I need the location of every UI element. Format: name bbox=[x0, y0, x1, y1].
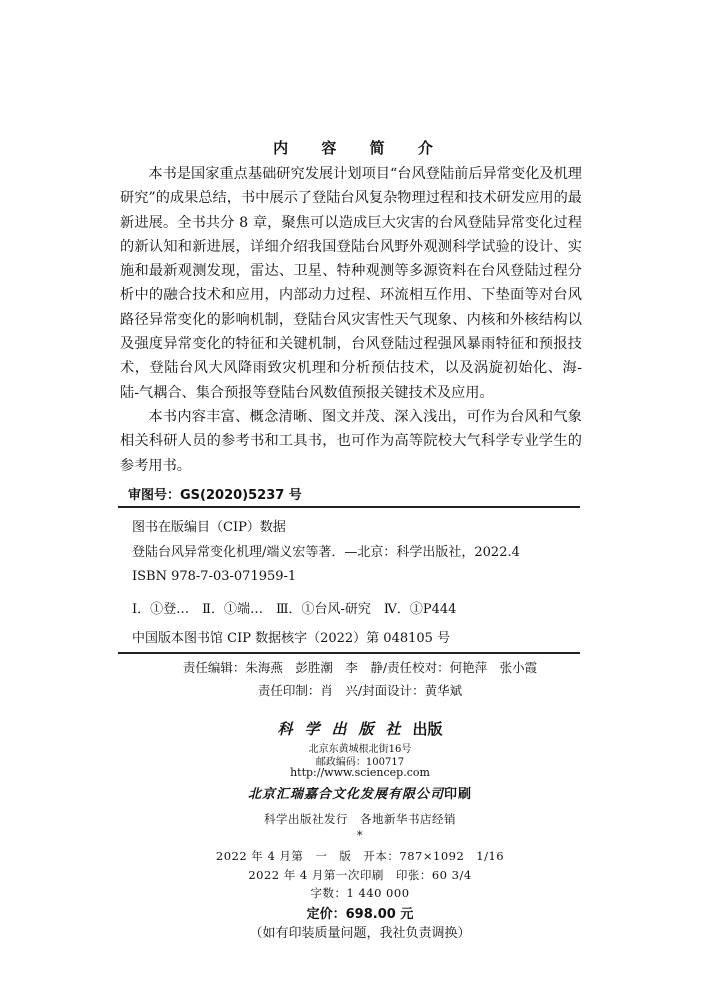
publisher-website: http://www.sciencep.com bbox=[290, 766, 430, 779]
quality-note: （如有印装质量问题，我社负责调换） bbox=[249, 926, 471, 941]
edition-line-1: 2022 年 4 月第 一 版 开本：787×1092 1/16 bbox=[215, 849, 505, 863]
price: 定价：698.00 元 bbox=[306, 907, 414, 922]
page-title: 内 容 简 介 bbox=[273, 139, 447, 157]
word-count: 字数：1 440 000 bbox=[310, 886, 410, 900]
summary-section bbox=[120, 162, 582, 478]
divider-top bbox=[118, 506, 580, 508]
cip-verification: 中国版本图书馆 CIP 数据核字（2022）第 048105 号 bbox=[132, 631, 451, 646]
cip-citation: 登陆台风异常变化机理/端义宏等著．—北京：科学出版社，2022.4 bbox=[132, 545, 520, 560]
publisher-postcode: 邮政编码：100717 bbox=[315, 757, 405, 768]
map-approval-number: 审图号：GS(2020)5237 号 bbox=[128, 488, 302, 503]
printer-suffix: 印刷 bbox=[444, 787, 473, 802]
distribution: 科学出版社发行 各地新华书店经销 bbox=[264, 812, 456, 826]
summary-paragraph-1: 本书是国家重点基础研究发展计划项目“台风登陆前后异常变化及机理研究”的成果总结，书中展示了登陆台风复杂物理过程和技术研发应用的最新进展。全书共分 8 章，聚焦可以造成巨大灾害的台风登陆异常变化过程的新认知和新进展，详细介绍我国登陆台风野外观测科学试验的设计、实施和最新观测发现，雷达、卫星、特种观测等多源资料在台风登陆过程分析中的融合技术和应用，内部动力过程、环流相互作用、下垫面等对台风路径异常变化的影响机制，登陆台风灾害性天气现象、内核和外核结构以及强度异常变化的特征和关键机制，台风登陆过程强风暴雨特征和预报技术，登陆台风大风降雨致灾机理和分析预估技术，以及涡旋初始化、海-陆-气耦合、集合预报等登陆台风数值预报关键技术及应用。 bbox=[120, 166, 582, 401]
separator-star: * bbox=[356, 828, 364, 842]
credits-production: 责任印制：肖 兴/封面设计：黄华斌 bbox=[257, 683, 463, 698]
divider-middle bbox=[118, 652, 580, 654]
edition-line-2: 2022 年 4 月第一次印刷 印张：60 3/4 bbox=[248, 868, 472, 882]
publisher-suffix: 出版 bbox=[412, 720, 443, 738]
summary-paragraph-2: 本书内容丰富、概念清晰、图文并茂、深入浅出，可作为台风和气象相关科研人员的参考书和工具书，也可作为高等院校大气科学专业学生的参考用书。 bbox=[120, 408, 582, 474]
printer-name: 北京汇瑞嘉合文化发展有限公司 bbox=[247, 787, 444, 802]
publisher-address: 北京东黄城根北街16号 bbox=[308, 744, 412, 755]
cip-isbn: ISBN 978-7-03-071959-1 bbox=[132, 569, 297, 584]
cip-classification: Ⅰ．①登… Ⅱ．①端… Ⅲ．①台风-研究 Ⅳ．①P444 bbox=[132, 602, 457, 617]
publisher-logo-text: 科学出版社 bbox=[277, 720, 413, 738]
credits-editors: 责任编辑：朱海燕 彭胜潮 李 静/责任校对：何艳萍 张小霞 bbox=[182, 660, 538, 675]
printer-line bbox=[0, 783, 720, 802]
cip-header: 图书在版编目（CIP）数据 bbox=[132, 520, 286, 535]
publisher-name bbox=[0, 718, 720, 739]
